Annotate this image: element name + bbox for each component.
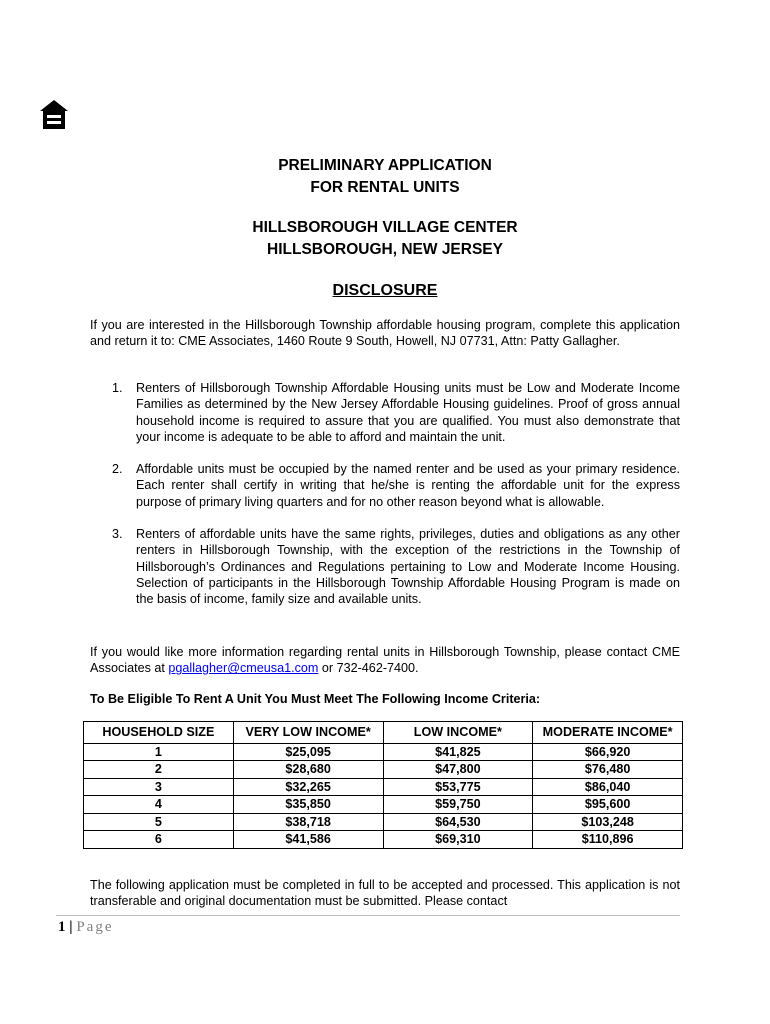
table-cell: $59,750 bbox=[383, 796, 533, 814]
email-link[interactable]: pgallagher@cmeusa1.com bbox=[168, 661, 319, 676]
table-cell: $47,800 bbox=[383, 761, 533, 779]
page-footer bbox=[58, 919, 113, 936]
title-line-2: FOR RENTAL UNITS bbox=[310, 179, 460, 196]
disclosure-list bbox=[90, 380, 680, 624]
item-number: 1. bbox=[112, 381, 123, 395]
table-row bbox=[84, 761, 683, 779]
item-number: 3. bbox=[112, 527, 123, 542]
table-cell: $110,896 bbox=[533, 831, 683, 849]
table-cell: 3 bbox=[84, 778, 234, 796]
table-cell: 1 bbox=[84, 743, 234, 761]
equal-housing-logo bbox=[36, 97, 88, 145]
table-cell: $95,600 bbox=[533, 796, 683, 814]
item-text: Renters of Hillsborough Township Affordable Housing units must be Low and Moderate Income Families as determined by the New Jersey Affordable Housing guidelines. Proof of gross annual household income is required to assure that you are qualified. You must also demonstrate that your income is adequate to be able to afford and maintain the unit. bbox=[136, 381, 680, 444]
application-note: The following application must be completed in full to be accepted and processed. This application is not transferable and original documentation must be submitted. Please contact bbox=[90, 878, 680, 909]
table-cell: $35,850 bbox=[233, 796, 383, 814]
table-row bbox=[84, 831, 683, 849]
table-row bbox=[84, 743, 683, 761]
footer-divider bbox=[56, 915, 680, 916]
table-cell: $66,920 bbox=[533, 743, 683, 761]
list-item bbox=[90, 526, 680, 607]
table-row bbox=[84, 778, 683, 796]
table-cell: $28,680 bbox=[233, 761, 383, 779]
table-row bbox=[84, 796, 683, 814]
contact-text: If you would like more information regarding rental units in Hillsborough Township, please contact CME Associates at bbox=[90, 645, 680, 676]
table-cell: $41,586 bbox=[233, 831, 383, 849]
table-cell: $25,095 bbox=[233, 743, 383, 761]
table-cell: $103,248 bbox=[533, 813, 683, 831]
table-cell: $69,310 bbox=[383, 831, 533, 849]
header-moderate-income: MODERATE INCOME* bbox=[533, 722, 683, 744]
page-separator: | bbox=[69, 919, 73, 935]
house-icon bbox=[36, 97, 88, 145]
contact-phone: or 732-462-7400. bbox=[318, 661, 419, 676]
item-text: Affordable units must be occupied by the named renter and be used as your primary residence. Each renter shall certify in writing that he/she is renting the affordable unit for the express purpose of primary living quarters and for no other reason beyond what is allowable. bbox=[136, 462, 680, 509]
title-line-1: PRELIMINARY APPLICATION bbox=[278, 157, 492, 174]
table-cell: 6 bbox=[84, 831, 234, 849]
table-cell: $64,530 bbox=[383, 813, 533, 831]
list-item bbox=[90, 380, 680, 445]
item-text: Renters of affordable units have the same rights, privileges, duties and obligations as any other renters in Hillsborough Township, with the exception of the restrictions in the Township of Hillsborough’s Ordinances and Regulations pertaining to Low and Moderate Income Housing. Selection of participants in the Hillsborough Township Affordable Housing Program is made on the basis of income, family size and available units. bbox=[136, 527, 680, 607]
intro-paragraph: If you are interested in the Hillsborough Township affordable housing program, complete this application and return it to: CME Associates, 1460 Route 9 South, Howell, NJ 07731, Attn: Patty Gallagher. bbox=[90, 318, 680, 349]
table-cell: $86,040 bbox=[533, 778, 683, 796]
table-cell: $38,718 bbox=[233, 813, 383, 831]
item-number: 2. bbox=[112, 462, 123, 477]
table-cell: 4 bbox=[84, 796, 234, 814]
header-household-size: HOUSEHOLD SIZE bbox=[84, 722, 234, 744]
title-line-3: HILLSBOROUGH VILLAGE CENTER bbox=[252, 219, 518, 236]
income-table bbox=[83, 721, 683, 849]
table-header-row bbox=[84, 722, 683, 744]
table-row bbox=[84, 813, 683, 831]
header-low-income: LOW INCOME* bbox=[383, 722, 533, 744]
table-cell: $76,480 bbox=[533, 761, 683, 779]
table-cell: 2 bbox=[84, 761, 234, 779]
table-cell: $53,775 bbox=[383, 778, 533, 796]
header-very-low-income: VERY LOW INCOME* bbox=[233, 722, 383, 744]
eligibility-heading: To Be Eligible To Rent A Unit You Must Meet The Following Income Criteria: bbox=[90, 692, 541, 706]
title-line-4: HILLSBOROUGH, NEW JERSEY bbox=[267, 241, 503, 258]
page-label: Page bbox=[76, 919, 114, 935]
list-item bbox=[90, 461, 680, 510]
table-cell: $32,265 bbox=[233, 778, 383, 796]
table-cell: $41,825 bbox=[383, 743, 533, 761]
table-cell: 5 bbox=[84, 813, 234, 831]
disclosure-heading: DISCLOSURE bbox=[332, 282, 438, 299]
page-number: 1 bbox=[58, 919, 66, 935]
contact-paragraph bbox=[90, 644, 680, 677]
